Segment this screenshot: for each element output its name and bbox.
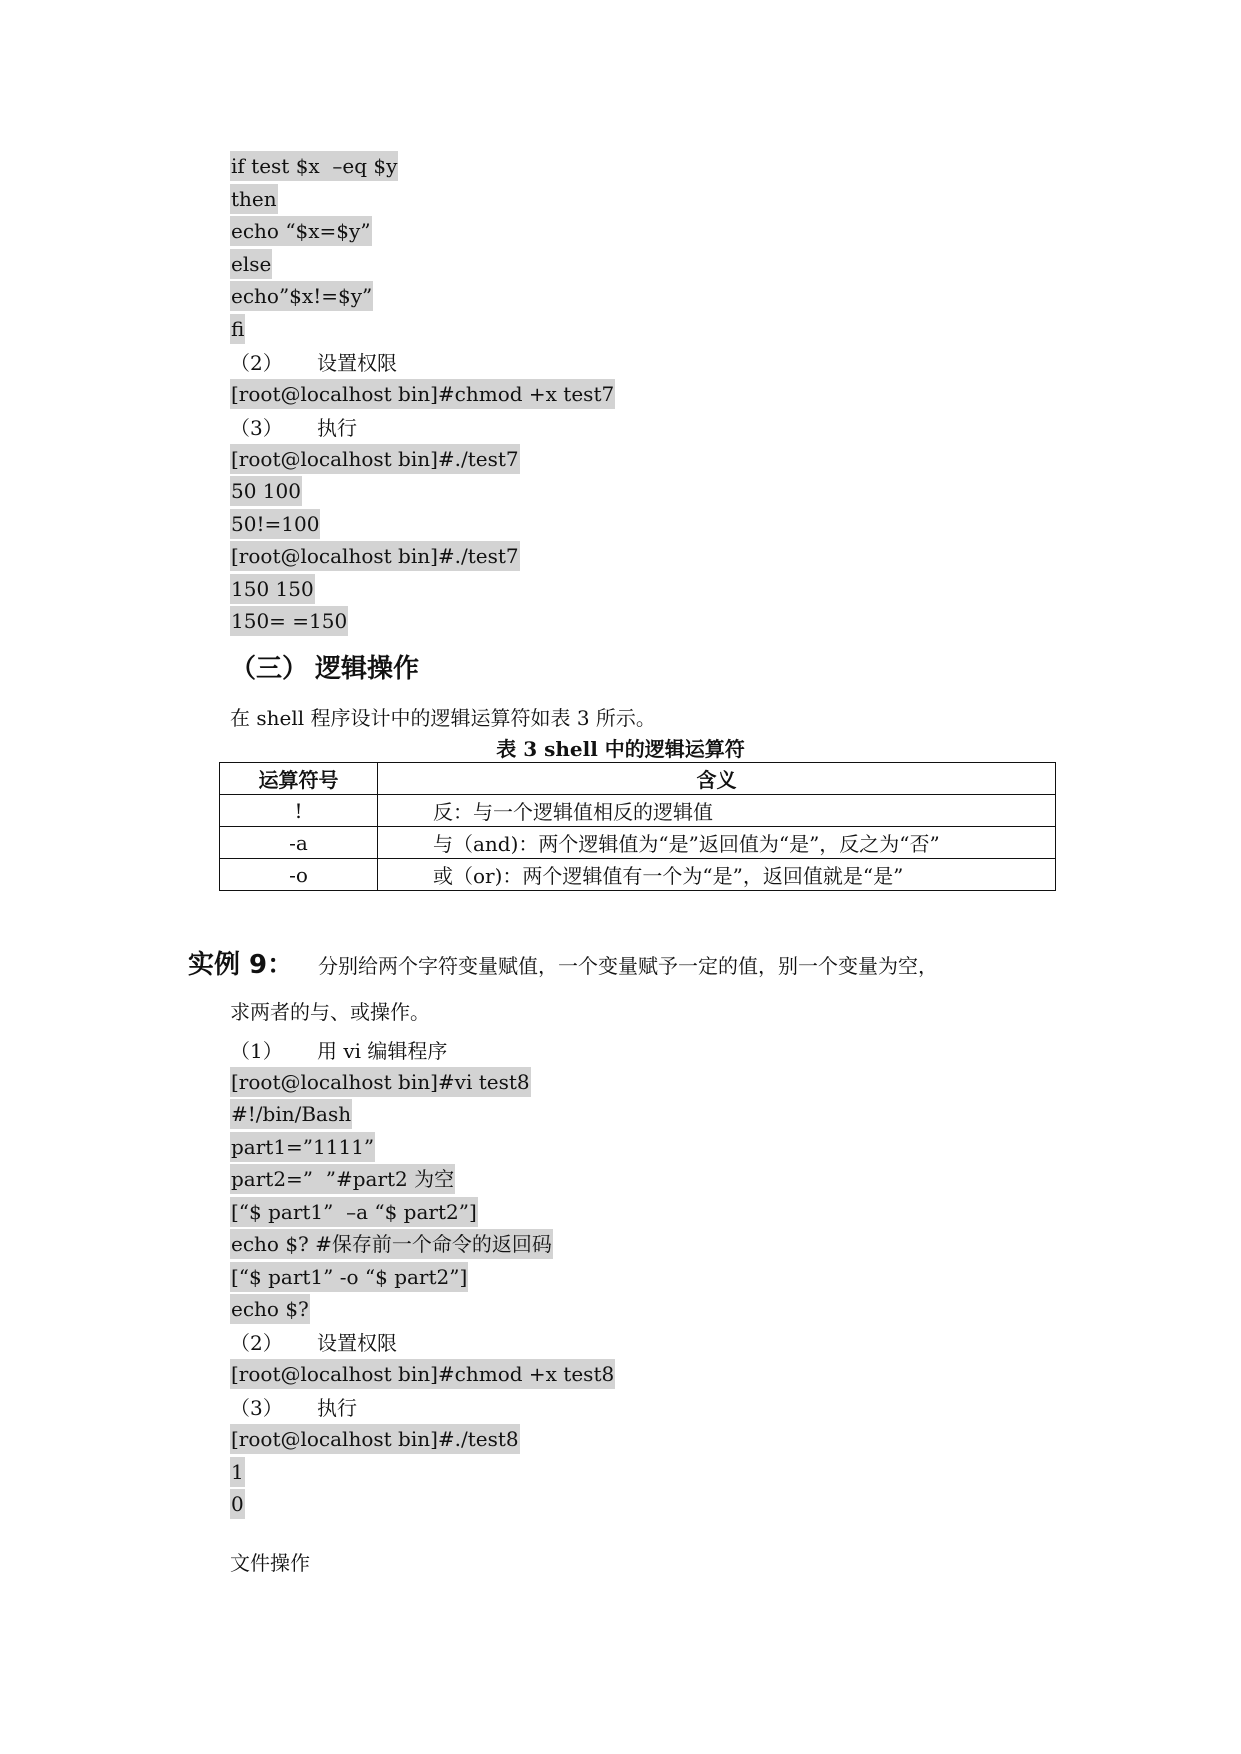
table-caption: 表 3 shell 中的逻辑运算符 [496,737,745,761]
code-line: 150 150 [230,573,1130,606]
code-line: [“$ part1” -o “$ part2”] [230,1261,1130,1294]
code-line: [root@localhost bin]#vi test8 [230,1066,1130,1099]
file-operations-heading: 文件操作 [230,1551,310,1575]
code-line: 150= =150 [230,605,1130,638]
table-cell-operator: -a [220,827,378,859]
code-line: #!/bin/Bash [230,1098,1130,1131]
table-header: 含义 [378,763,1056,795]
code-line: [root@localhost bin]#./test7 [230,443,1130,476]
code-line: 1 [230,1456,1130,1489]
step-set-permission: （2） 设置权限 [230,350,397,375]
code-line: [root@localhost bin]#./test7 [230,540,1130,573]
code-line: echo”$x!=$y” [230,280,1130,313]
code-line: echo “$x=$y” [230,215,1130,248]
table-row [220,795,1056,827]
example-description: 求两者的与、或操作。 [230,1000,430,1024]
table-cell-meaning: 与（and)：两个逻辑值为“是”返回值为“是”，反之为“否” [378,827,1056,859]
table-cell-meaning: 反：与一个逻辑值相反的逻辑值 [378,795,1056,827]
intro-paragraph: 在 shell 程序设计中的逻辑运算符如表 3 所示。 [230,706,656,730]
code-line: 50 100 [230,475,1130,508]
code-line: 0 [230,1488,1130,1521]
code-line: [“$ part1” –a “$ part2”] [230,1196,1130,1229]
table-cell-operator: ! [220,795,378,827]
code-block-test8 [230,1033,1130,1521]
step-execute: （3） 执行 [230,1396,357,1421]
step-set-permission: （2） 设置权限 [230,1331,397,1356]
code-line: echo $? #保存前一个命令的返回码 [230,1228,1130,1261]
table-cell-operator: -o [220,859,378,891]
code-line: then [230,183,1130,216]
table-cell-meaning: 或（or)：两个逻辑值有一个为“是”，返回值就是“是” [378,859,1056,891]
code-line: [root@localhost bin]#chmod +x test7 [230,378,1130,411]
code-line: if test $x –eq $y [230,150,1130,183]
logic-operator-table [219,762,1056,891]
code-line: [root@localhost bin]#chmod +x test8 [230,1358,1130,1391]
table-row [220,859,1056,891]
table-header: 运算符号 [220,763,378,795]
code-line: 50!=100 [230,508,1130,541]
code-block-test7-script [230,150,1130,638]
table-header-row [220,763,1056,795]
code-line: part2=” ”#part2 为空 [230,1163,1130,1196]
code-line: else [230,248,1130,281]
code-line: part1=”1111” [230,1131,1130,1164]
code-line: [root@localhost bin]#./test8 [230,1423,1130,1456]
code-line: echo $? [230,1293,1130,1326]
code-line: fi [230,313,1130,346]
step-edit-program: （1） 用 vi 编辑程序 [230,1038,448,1063]
section-heading: （三） 逻辑操作 [230,654,420,684]
step-execute: （3） 执行 [230,415,357,440]
table-row [220,827,1056,859]
example-heading: 实例 9： 分别给两个字符变量赋值，一个变量赋予一定的值，别一个变量为空， [188,950,938,980]
